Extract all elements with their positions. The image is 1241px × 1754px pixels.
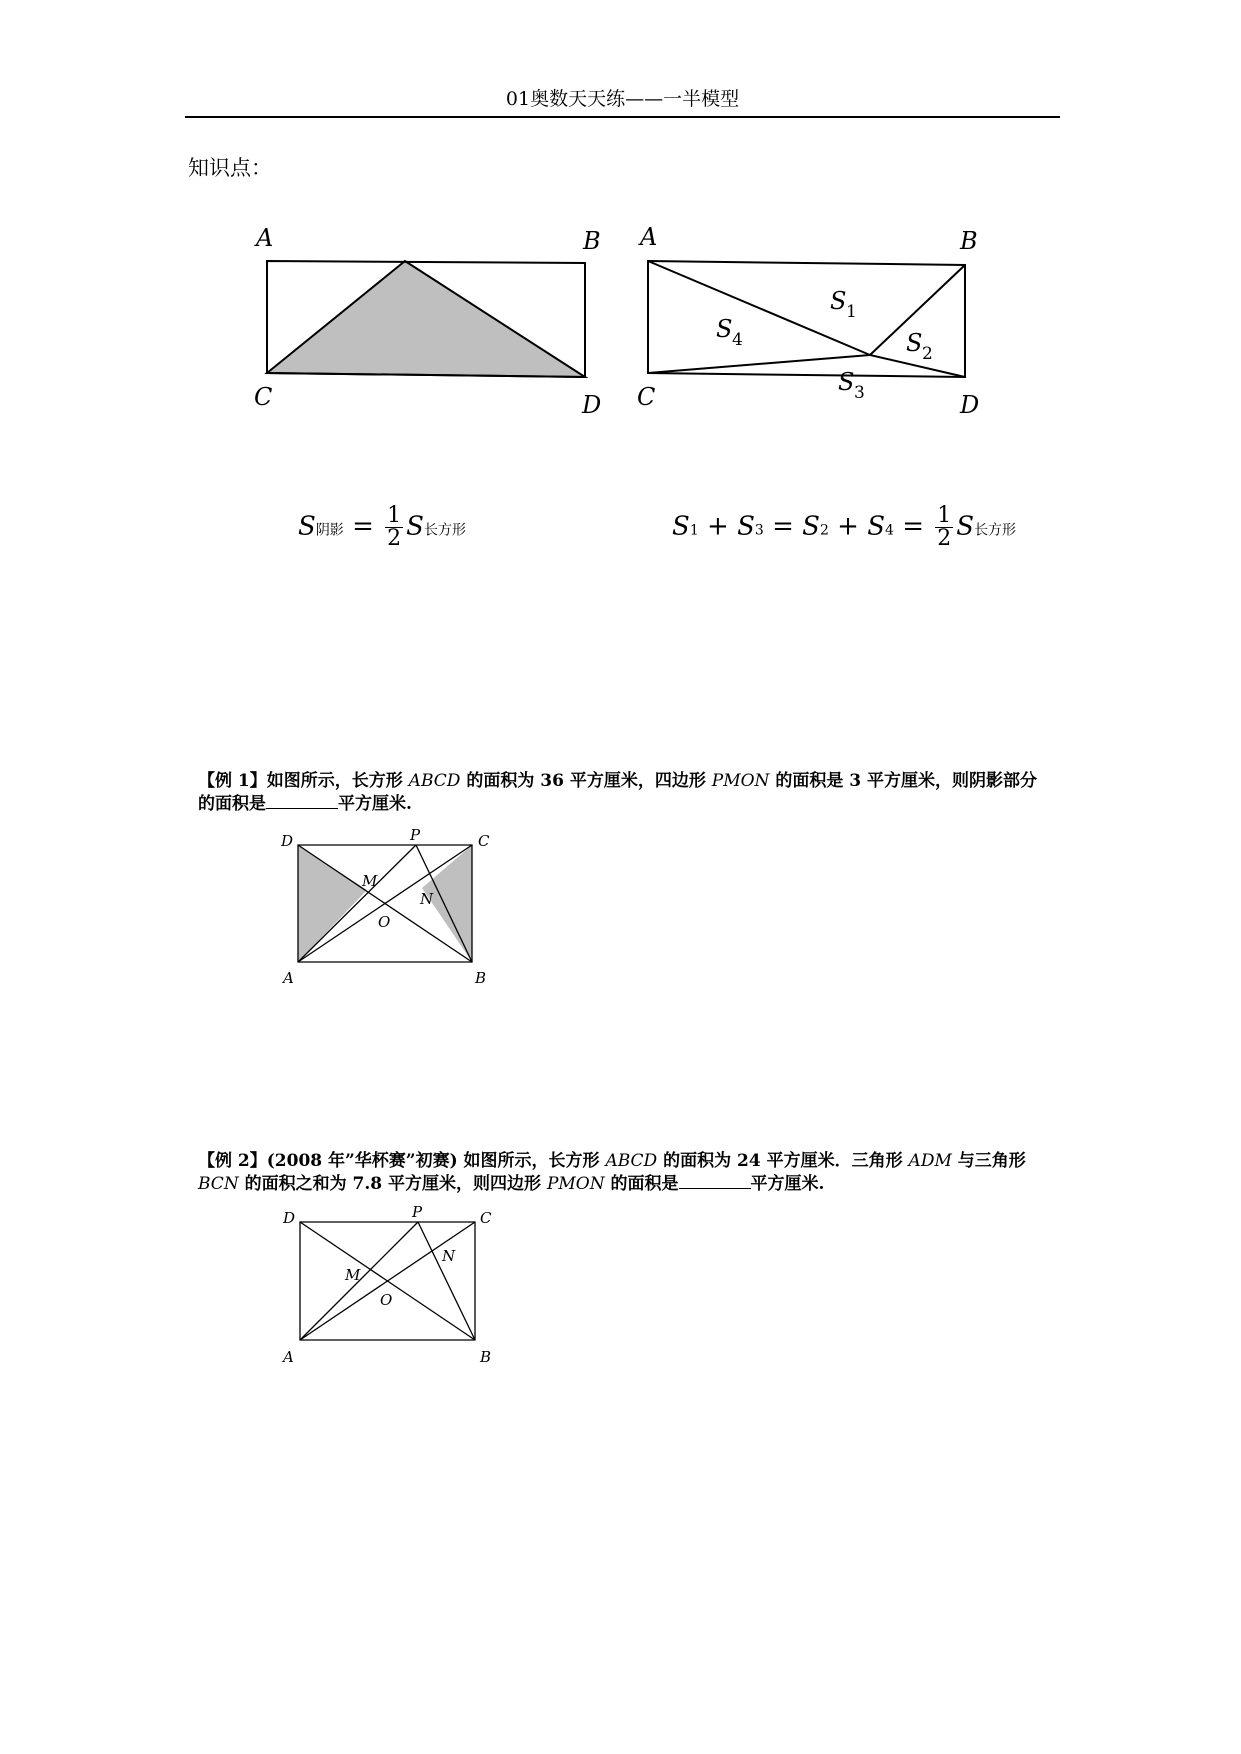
svg-text:S: S (830, 287, 847, 315)
example-1-text: 【例 1】如图所示，长方形 ABCD 的面积为 36 平方厘米，四边形 PMON 的面积是 3 平方厘米，则阴影部分的面积是 平方厘米. (198, 771, 1038, 814)
label-A: A (640, 223, 658, 251)
svg-text:S: S (716, 315, 733, 343)
label-B: B (583, 227, 601, 255)
svg-text:C: C (480, 1209, 492, 1227)
svg-text:A: A (283, 969, 294, 987)
svg-text:C: C (478, 832, 490, 850)
shaded-triangle (267, 261, 585, 377)
label-S4 (716, 315, 743, 350)
svg-text:N: N (442, 1247, 456, 1265)
answer-blank[interactable] (266, 794, 338, 809)
svg-text:D: D (281, 832, 294, 850)
svg-text:A: A (283, 1348, 294, 1366)
svg-text:P: P (412, 1203, 423, 1221)
svg-text:M: M (362, 872, 378, 890)
figure-example-1 (275, 828, 505, 998)
page-header (185, 86, 1060, 118)
svg-text:2: 2 (922, 344, 933, 364)
svg-text:O: O (378, 913, 391, 931)
svg-text:M: M (345, 1266, 361, 1284)
svg-text:D: D (283, 1209, 296, 1227)
label-A: A (256, 224, 274, 252)
svg-text:S: S (838, 368, 855, 396)
segment-D-O (870, 355, 965, 377)
example-2-text: 【例 2】(2008 年”华杯赛”初赛) 如图所示，长方形 ABCD 的面积为 24 平方厘米．三角形 ADM 与三角形 BCN 的面积之和为 7.8 平方厘米，则四边形 PMON 的面积是 平方厘米. (198, 1151, 1026, 1194)
formula-sum-areas: S1 + S3 = S2 + S4 = $\frac{1}{2}$ S长方形 (672, 503, 1017, 551)
label-S1 (830, 287, 857, 322)
svg-text:S: S (906, 329, 923, 357)
svg-text:3: 3 (854, 383, 865, 403)
label-C: C (254, 383, 273, 411)
segment-C-O (648, 355, 870, 373)
svg-text:O: O (380, 1291, 393, 1309)
svg-text:B: B (480, 1348, 492, 1366)
figure-half-model-2 (630, 225, 990, 465)
figure-example-2 (275, 1205, 505, 1375)
label-S3 (838, 368, 865, 403)
svg-text:N: N (420, 890, 434, 908)
label-C: C (637, 383, 656, 411)
formula-shaded-area: S阴影 = $\frac{1}{2}$ S长方形 (298, 503, 466, 551)
label-B: B (960, 227, 978, 255)
answer-blank[interactable] (679, 1174, 751, 1189)
label-D: D (582, 391, 602, 419)
svg-text:1: 1 (846, 302, 857, 322)
svg-text:B: B (475, 969, 487, 987)
figure-half-model-1 (250, 225, 610, 465)
svg-text:4: 4 (732, 330, 743, 350)
svg-text:P: P (410, 826, 421, 844)
section-title: 知识点： (188, 156, 272, 180)
label-S2 (906, 329, 933, 364)
label-D: D (960, 391, 980, 419)
header-title: 01奥数天天练——一半模型 (505, 88, 740, 110)
